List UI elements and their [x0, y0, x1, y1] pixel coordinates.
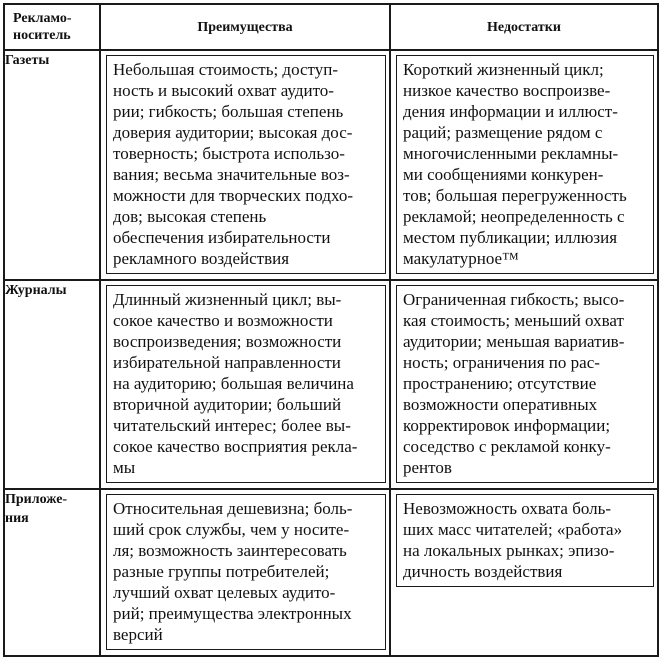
header-advantages — [100, 4, 390, 50]
carrier-label: Журналы — [5, 283, 67, 298]
advantages-cell — [100, 489, 390, 656]
header-carrier-label: Рекламо- носитель — [13, 11, 72, 43]
carrier-label: Газеты — [5, 53, 50, 68]
carrier-cell — [4, 280, 100, 489]
ad-carriers-table — [3, 3, 659, 657]
header-disadvantages-label: Недостатки — [487, 19, 561, 35]
disadvantages-text: Ограниченная гибкость; высо- кая стоимость; меньший охват аудитории; меньшая вариатив- ность; ограничения по рас- пространению; отсутствие возможности оперативных корректировок информации; соседство с рекламой конку- рентов — [396, 285, 654, 483]
table-row — [4, 280, 658, 489]
advantages-text: Длинный жизненный цикл; вы- сокое качество и возможности воспроизведения; возможности избирательной направленности на аудиторию; большая величина вторичной аудитории; больший читательский интерес; более вы- сокое качество восприятия рекла- мы — [106, 285, 386, 483]
header-disadvantages — [390, 4, 658, 50]
advantages-text: Относительная дешевизна; боль- ший срок службы, чем у носите- ля; возможность заинтересовать разные группы потребителей; лучший охват целевых аудито- рий; преимущества электронных версий — [106, 494, 386, 650]
carrier-cell — [4, 50, 100, 280]
header-row — [4, 4, 658, 50]
table-row — [4, 489, 658, 656]
header-carrier — [4, 4, 100, 50]
carrier-label: Приложе- ния — [5, 492, 68, 526]
header-advantages-label: Преимущества — [197, 19, 293, 35]
disadvantages-cell — [390, 280, 658, 489]
carrier-cell — [4, 489, 100, 656]
disadvantages-text: Невозможность охвата боль- ших масс читателей; «работа» на локальных рынках; эпизо- дичность воздействия — [396, 494, 654, 587]
advantages-cell — [100, 280, 390, 489]
advantages-cell — [100, 50, 390, 280]
disadvantages-cell — [390, 50, 658, 280]
disadvantages-text: Короткий жизненный цикл; низкое качество воспроизве- дения информации и иллюст- раций; размещение рядом с многочисленными рекламны- ми сообщениями конкурен- тов; большая перегруженность рекламой; неопределенность с местом публикации; иллюзия макулатурное™ — [396, 55, 654, 274]
disadvantages-cell — [390, 489, 658, 656]
advantages-text: Небольшая стоимость; доступ- ность и высокий охват аудито- рии; гибкость; большая степень доверия аудитории; высокая дос- товерность; быстрота использо- вания; весьма значительные воз- можности для творческих подхо- дов; высокая степень обеспечения избирательности рекламного воздействия — [106, 55, 386, 274]
table-row — [4, 50, 658, 280]
